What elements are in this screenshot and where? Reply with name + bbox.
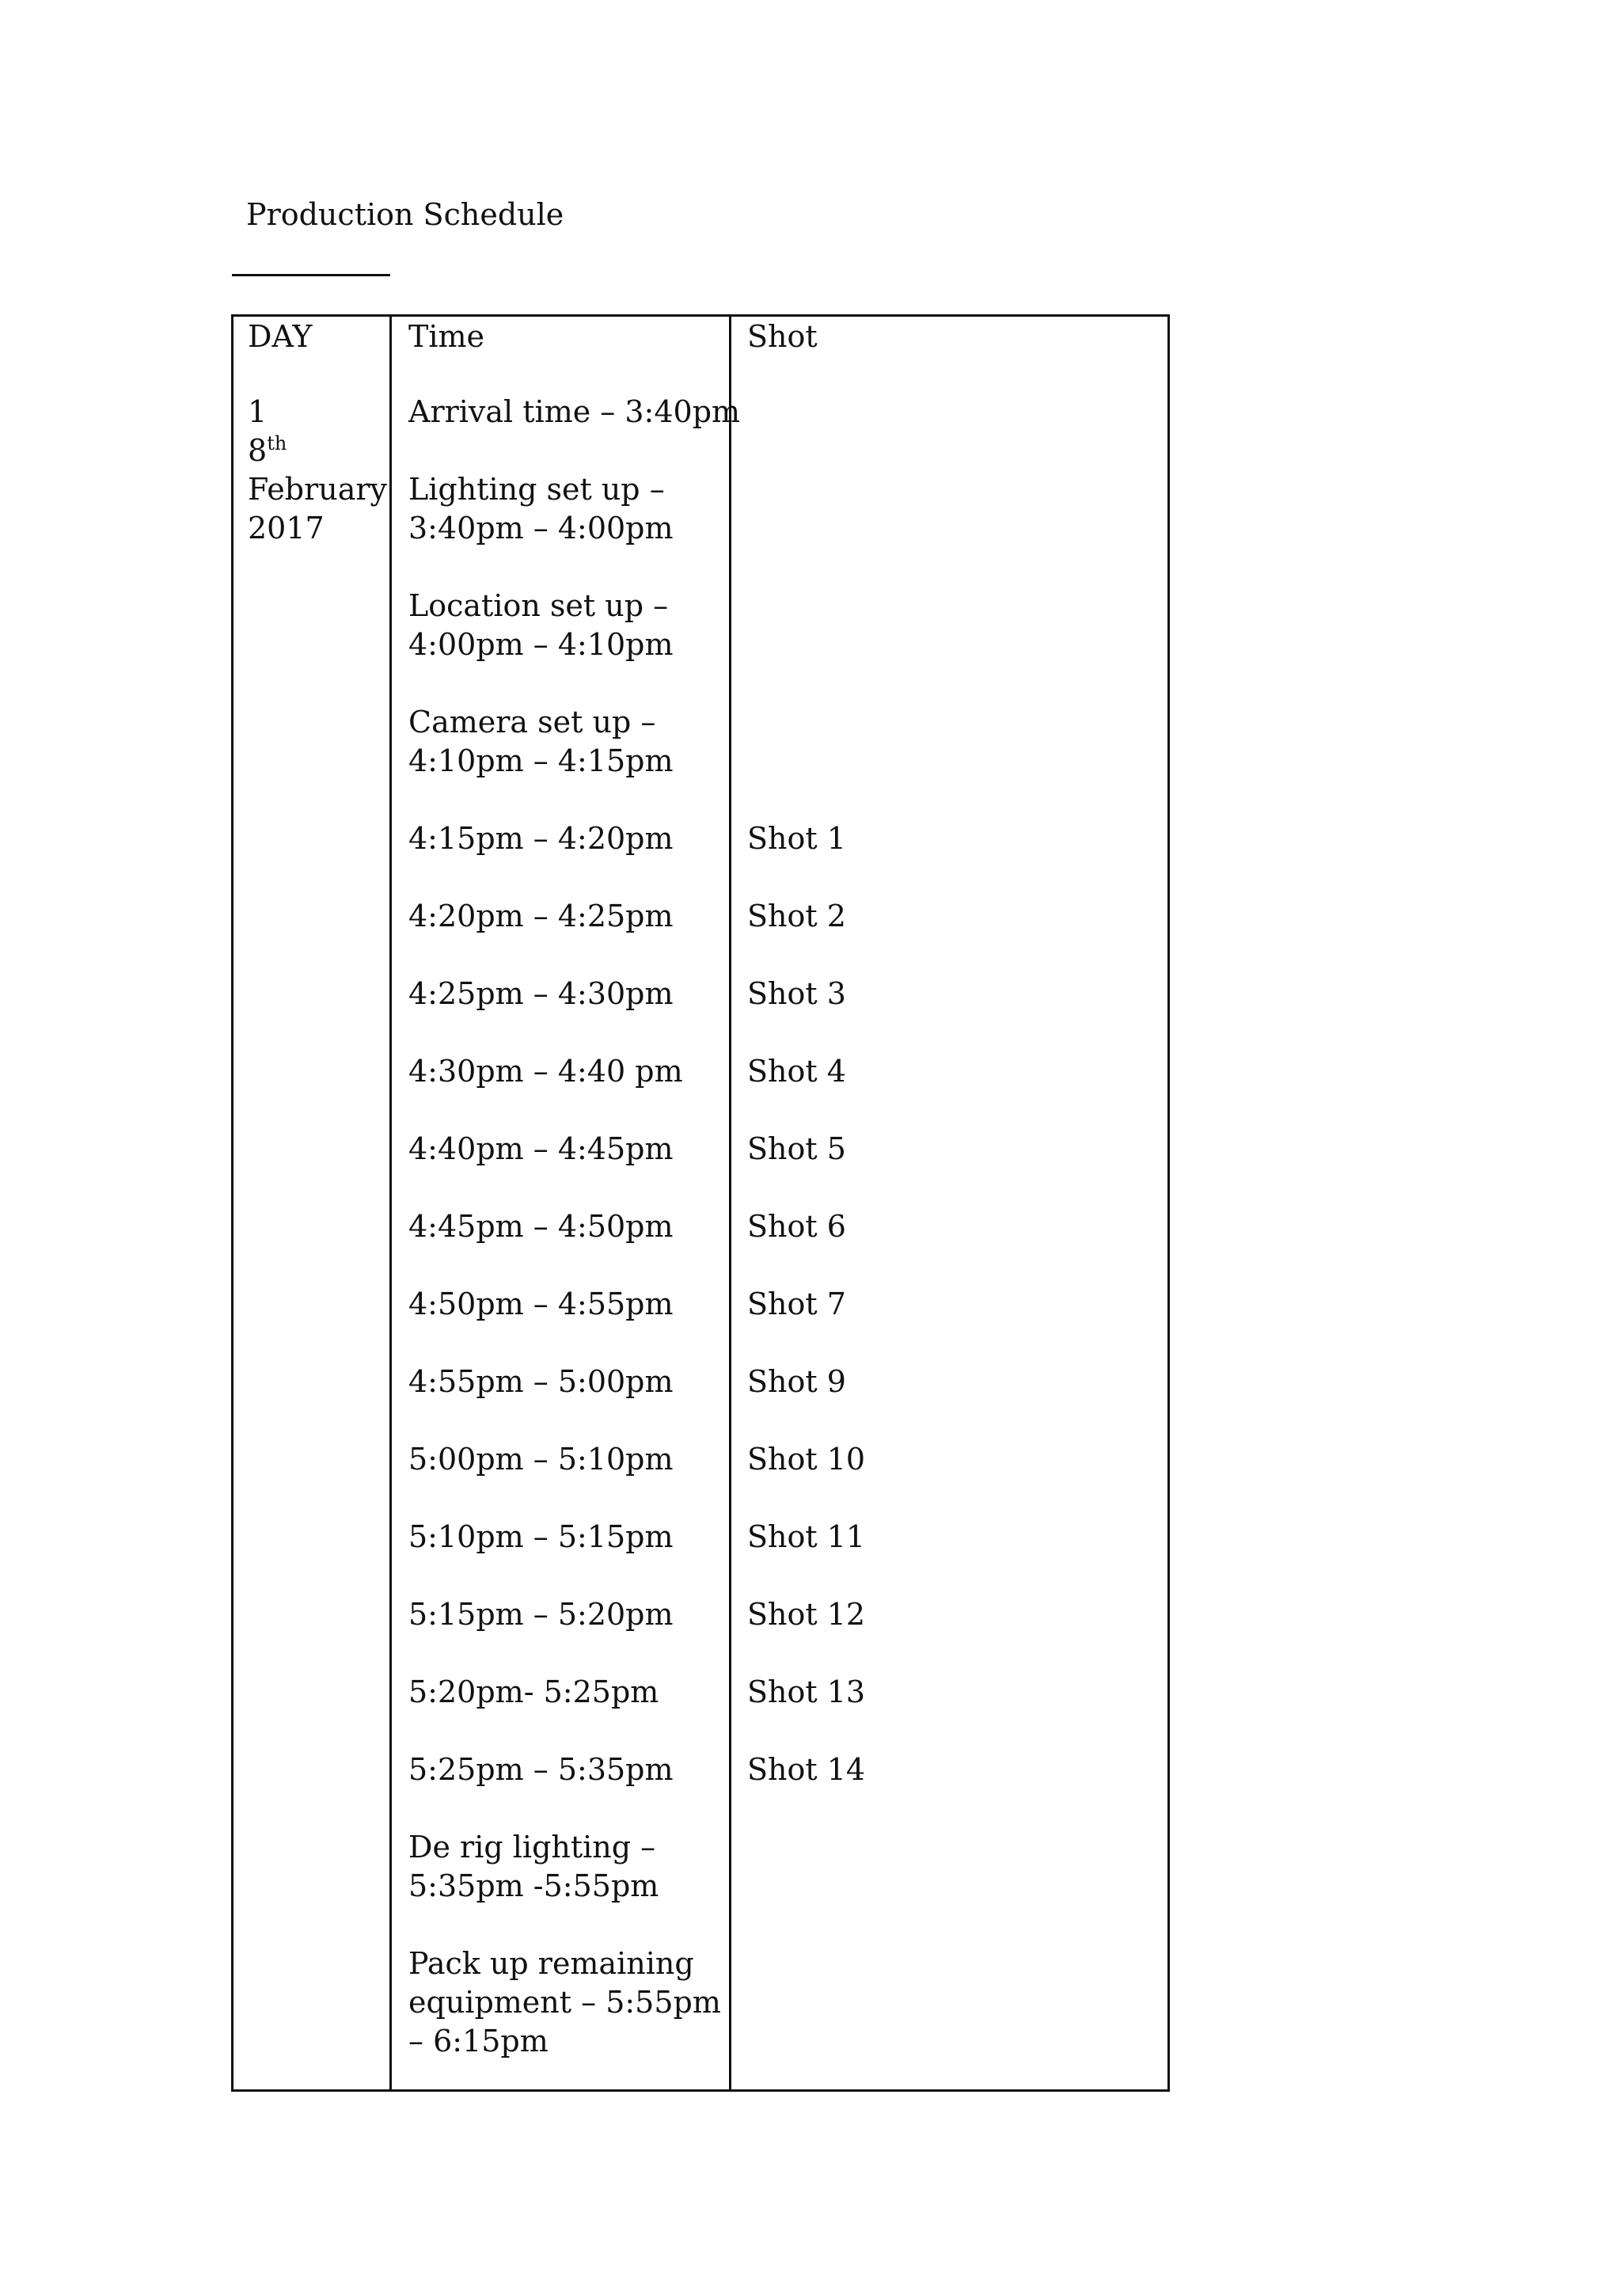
time-line: 4:15pm – 4:20pm	[408, 821, 674, 856]
time-line: 5:15pm – 5:20pm	[408, 1597, 674, 1632]
schedule-row-shot: Shot 4	[747, 1054, 846, 1089]
time-line: 4:25pm – 4:30pm	[408, 976, 674, 1011]
schedule-row-time	[408, 1673, 659, 1712]
day-date	[248, 431, 387, 470]
schedule-row-shot: Shot 12	[747, 1597, 866, 1632]
schedule-row-shot: Shot 6	[747, 1209, 846, 1244]
time-line: De rig lighting –	[408, 1830, 656, 1865]
time-line: 5:20pm- 5:25pm	[408, 1674, 659, 1709]
schedule-row-time	[408, 1207, 674, 1246]
time-line: 5:35pm -5:55pm	[408, 1868, 659, 1903]
schedule-row-time	[408, 393, 740, 431]
title-underline-rule	[232, 274, 390, 276]
time-line: Lighting set up –	[408, 472, 665, 507]
time-line: 3:40pm – 4:00pm	[408, 511, 674, 545]
schedule-row-shot: Shot 1	[747, 821, 846, 856]
time-line: 4:30pm – 4:40 pm	[408, 1054, 683, 1089]
schedule-row-time	[408, 1944, 721, 2061]
day-date-suffix: th	[267, 432, 287, 454]
time-line: 4:55pm – 5:00pm	[408, 1364, 674, 1399]
schedule-row-time	[408, 470, 674, 548]
schedule-row-time	[408, 897, 674, 936]
time-line: equipment – 5:55pm	[408, 1985, 721, 2020]
schedule-row-shot: Shot 3	[747, 976, 846, 1011]
time-line: 5:10pm – 5:15pm	[408, 1519, 674, 1554]
day-number: 1	[248, 394, 268, 429]
schedule-row-time	[408, 819, 674, 858]
schedule-row-time	[408, 1440, 674, 1479]
schedule-row-time	[408, 1828, 659, 1906]
time-line: 5:00pm – 5:10pm	[408, 1442, 674, 1477]
time-line: 4:45pm – 4:50pm	[408, 1209, 674, 1244]
schedule-row-shot: Shot 14	[747, 1752, 866, 1787]
header-day: DAY	[248, 319, 313, 354]
schedule-row-shot: Shot 7	[747, 1287, 846, 1321]
schedule-row-shot: Shot 11	[747, 1519, 866, 1554]
time-line: 4:00pm – 4:10pm	[408, 627, 674, 662]
header-shot: Shot	[747, 319, 818, 354]
schedule-row-time	[408, 1595, 674, 1634]
schedule-row-time	[408, 975, 674, 1013]
time-line: Arrival time – 3:40pm	[408, 394, 741, 429]
day-year: 2017	[248, 511, 325, 545]
schedule-row-time	[408, 1130, 674, 1169]
schedule-row-shot: Shot 2	[747, 899, 846, 933]
schedule-row-time	[408, 587, 674, 664]
time-line: 4:50pm – 4:55pm	[408, 1287, 674, 1321]
day-month: February	[248, 472, 388, 507]
header-time: Time	[408, 319, 485, 354]
schedule-row-shot: Shot 9	[747, 1364, 846, 1399]
time-line: 4:20pm – 4:25pm	[408, 899, 674, 933]
schedule-table	[231, 314, 1170, 2092]
schedule-row-shot: Shot 5	[747, 1131, 846, 1166]
day-cell	[248, 393, 387, 548]
schedule-row-time	[408, 1285, 674, 1324]
schedule-row-shot: Shot 10	[747, 1442, 866, 1477]
day-date-number: 8	[248, 433, 268, 468]
schedule-row-shot: Shot 13	[747, 1674, 866, 1709]
column-divider-day-time	[389, 317, 392, 2089]
schedule-row-time	[408, 1751, 674, 1789]
time-line: Pack up remaining	[408, 1946, 694, 1981]
time-line: 4:40pm – 4:45pm	[408, 1131, 674, 1166]
time-line: 5:25pm – 5:35pm	[408, 1752, 674, 1787]
time-line: Location set up –	[408, 588, 669, 623]
schedule-row-time	[408, 703, 674, 781]
time-line: – 6:15pm	[408, 2024, 549, 2058]
column-divider-time-shot	[729, 317, 731, 2089]
schedule-row-time	[408, 1363, 674, 1401]
schedule-row-time	[408, 1052, 683, 1091]
time-line: 4:10pm – 4:15pm	[408, 743, 674, 778]
time-line: Camera set up –	[408, 705, 656, 739]
schedule-row-time	[408, 1518, 674, 1557]
document-title: Production Schedule	[246, 197, 564, 232]
